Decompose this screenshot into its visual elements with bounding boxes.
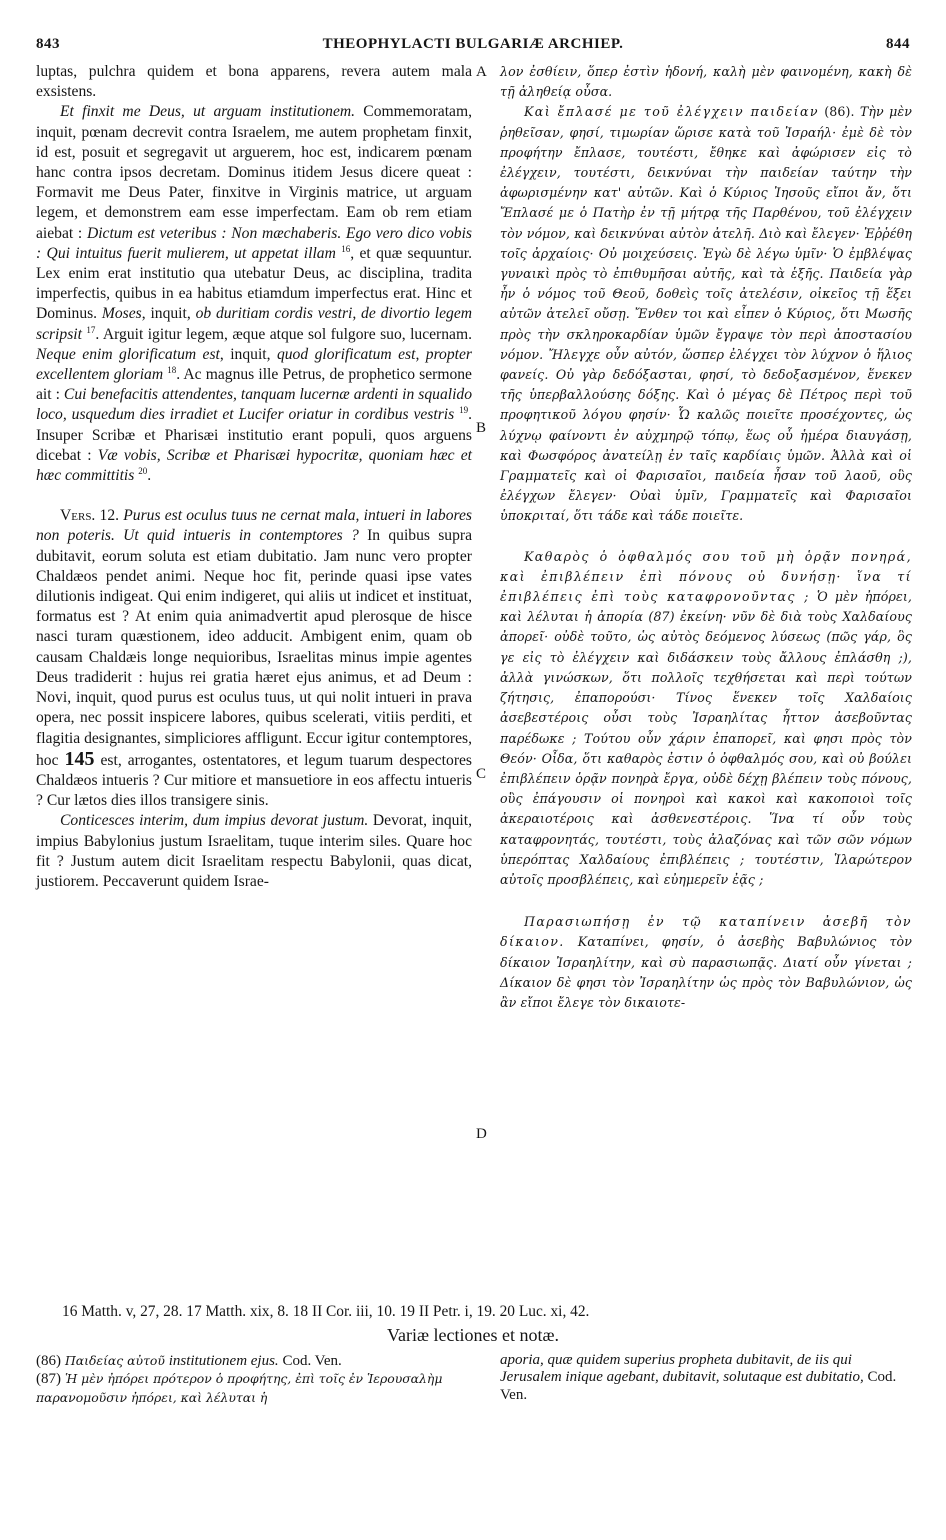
page-number-left: 843	[36, 36, 60, 52]
text-run: , et quæ sequuntur. Lex enim erat institutio qua utebatur Deus, ac disciplina, tradita imperfectis, quibus in ea habitus etiamdum imperfectus erat. Hinc et Dominus.	[36, 244, 472, 323]
text-run: Devorat, inquit, impius Babylonius justum Israelitam, tuque interim siles. Quare hoc fit ? Justum autem dicit Israelitam respectu Babylonii, quas dicat, justiorem. Peccaverunt quidem Israe-	[36, 812, 472, 890]
note-number: (87)	[36, 1371, 61, 1388]
column-number: 145	[64, 747, 95, 770]
text-run: est, arrogantes, ostentatores, et legum tuarum despectores Chaldæos intueris ? Cur mitiore et mansuetiore in eos affectu intueris ? Cur lætos dies illos transigere sinis.	[36, 751, 472, 810]
quote: Væ vobis, Scribæ et Pharisæi hypocritæ, quoniam hæc et hæc committitis	[36, 446, 472, 485]
section-marker: B	[476, 420, 487, 436]
greek-variant: Παιδείας αὐτοῦ	[61, 1353, 165, 1368]
text-run: . Insuper Scribæ et Pharisæi institutio erant populi, quos arguens dicebat :	[36, 406, 472, 464]
text-run: . Arguit igitur legem, æque atque sol fulgore suo, lucernam.	[95, 325, 472, 343]
lemma: Purus est oculus tuus ne cernat mala, intueri in labores non poteris. Ut quid intueris in contemptores ?	[36, 507, 472, 545]
greek-paragraph: λον ἐσθίειν, ὅπερ ἐστὶν ἡδονή, καλὴ μὲν φαινομένη, κακὴ δὲ τῇ ἀληθείᾳ οὖσα.	[500, 64, 912, 100]
latin-variant: aporia, quæ quidem superius propheta dubitavit, de iis qui Jerusalem inique agebant, dubitavit, solutaque est dubitatio,	[500, 1352, 864, 1386]
note-87	[36, 1370, 472, 1407]
latin-variant: institutionem ejus.	[164, 1353, 279, 1369]
lemma: Παρασιωπήσῃ ἐν τῷ καταπίνειν ἀσεβῆ τὸν δίκαιον.	[500, 914, 912, 950]
footnote-ref: 17	[86, 324, 96, 335]
variae-lectiones-title: Variæ lectiones et notæ.	[387, 1325, 559, 1345]
quote: Neque enim glorificatum est	[36, 345, 220, 363]
verse-label: Vers. 12.	[60, 507, 120, 525]
greek-paragraph	[500, 547, 912, 890]
lemma-text: Et finxit me Deus, ut arguam institutionem.	[60, 103, 356, 121]
latin-paragraph: luptas, pulchra quidem et bona apparens, revera autem mala exsistens.	[36, 63, 472, 101]
greek-column	[500, 62, 912, 1013]
text-run: .	[147, 467, 152, 485]
text-run: Καταπίνει, φησίν, ὁ ἀσεβὴς Βαβυλώνιος τὸν δίκαιον Ἰσραηλίτην, καὶ σὺ παρασιωπᾷς. Διατί οὖν γίνεται ; Δίκαιον δὲ φησι τὸν Ἰσραηλίτην ὡς πρὸς τὸν Βαβυλώνιον, ὡς ἂν εἴποι ἔλεγε τὸν δικαιοτε-	[500, 934, 912, 1010]
section-marker: A	[476, 64, 487, 80]
greek-paragraph	[500, 912, 912, 1013]
lemma: Conticesces interim, dum impius devorat justum.	[60, 812, 369, 830]
note-86	[36, 1352, 472, 1370]
latin-paragraph	[36, 506, 472, 811]
footnote-ref: 18	[167, 365, 177, 376]
section-marker: D	[476, 1126, 487, 1142]
text-run: , inquit,	[219, 345, 277, 363]
latin-column	[36, 62, 472, 892]
note-87-continued	[500, 1352, 912, 1404]
quote: Moses	[101, 305, 142, 323]
section-marker: C	[476, 766, 487, 782]
text-run: . Ac magnus ille Petrus, de prophetico sermone ait :	[36, 366, 472, 404]
note-ref: (86).	[818, 104, 855, 120]
latin-paragraph	[36, 102, 472, 486]
footnote-references: 16 Matth. v, 27, 28. 17 Matth. xix, 8. 18 II Cor. iii, 10. 19 II Petr. i, 19. 20 Luc. xi, 42.	[62, 1303, 590, 1320]
quote: ob duritiam cordis vestri, de divortio legem scripsit	[36, 305, 473, 343]
text-run: Ὁ μὲν ἠπόρει, καὶ λέλυται ἡ ἀπορία (87) ἐκείνη· νῦν δὲ διὰ τοὺς Χαλδαίους ἀπορεῖ· οὐδὲ τοῦτο, ὡς αὐτὸς δεόμενος λύσεως (πῶς γάρ, ὃς γε εἰς τὸ ἐλέγχειν καὶ διδάσκειν τοὺς ἄλλους ἐπλάσθη ;), ἀλλὰ γινώσκων, ὅτι πολλοῖς τεχθήσεται καὶ περὶ τούτων ζήτησις, ἐπαπορούσι· Τίνος ἕνεκεν τοῖς Χαλδαίοις ἀσεβεστέροις οὖσι τοὺς Ἰσραηλίτας ἧττον ἀσεβοῦντας παρέδωκε ; Τούτου οὖν χάριν ἐπαπορεῖ, καὶ φησι πρὸς τὸν Θεόν· Οἶδα, ὅτι καθαρὸς ἐστιν ὁ ὀφθαλμός σου, καὶ οὐ βούλει ἐπιβλέπειν ὁρᾷν πονηρὰ ἔργα, οὐδὲ δέχῃ βλέπειν τοὺς πόνους, οὓς ἐπάγουσιν οἱ πονηροὶ καὶ κακοὶ καὶ κακοποιοὶ τοῖς ἀκεραιοτέροις καὶ ἀσθενεστέροις. Ἵνα τί οὖν τοὺς καταφρονητάς, τουτέστι, τοὺς ἀλαζόνας καὶ τῶν σῶν νόμων ὑπερόπτας Χαλδαίους ἐπιβλέπεις ; τουτέστιν, Ἱλαρώτερον αὐτοῖς προσβλέπεις, καὶ εὐημερεῖν ἐᾷς ;	[500, 589, 912, 887]
note-number: (86)	[36, 1353, 61, 1369]
quote: Dictum est veteribus : Non mæchaberis. Ego vero dico vobis : Qui intuitus fuerit mulierem, ut appetat illam	[36, 224, 472, 262]
text-run: , inquit,	[141, 305, 196, 323]
page-header	[36, 34, 910, 58]
quote: quod glorificatum est, propter excellentem gloriam	[36, 345, 472, 384]
text-run: Commemoratam, inquit, pœnam decrevit contra Israelem, me autem prophetam finxit, id est, posuit et segregavit ut arguerem, hoc est, indicarem pœnam hanc contra ipsos decretam. Dominus itidem Jesus dicere queat : Formavit me Deus Pater, finxitve in Virginis matrice, ut arguam legem, et demonstrem eam esse imperfectam. Eam ob rem etiam aiebat :	[36, 103, 472, 242]
greek-paragraph	[500, 102, 912, 526]
lemma: Καθαρὸς ὁ ὀφθαλμός σου τοῦ μὴ ὁρᾷν πονηρά, καὶ ἐπιβλέπειν ἐπὶ πόνους οὐ δυνήσῃ· ἵνα τί ἐπιβλέπεις ἐπὶ τοὺς καταφρονοῦντας ;	[500, 548, 912, 605]
page-number-right: 844	[886, 36, 910, 52]
text-run: In quibus supra dubitavit, eorum soluta est etiam dubitatio. Jam nunc vero propter Chaldæos pendet animi. Neque hoc fit, perinde quasi ipse vates dilutionis indigeat. Qui enim indigeret, qui aliis ut indicet et instituat, formatus est ? At enim quia animadvertit apud plerosque de hisce nasci turam quæstionem, ideo adducit. Ambigent enim, quam ob causam Chaldæis longe nequioribus, Israelitas minus impie agentes Deus tradiderit : hujus rei gratia hæret ejus animus, et ad Deum : Novi, inquit, quod purus est oculus tuus, ut qui nolit intueri in prava opera, nec possit inspicere labores, quibus scelerati, vitiis perditi, et flagitia designantes, simpliciores affligunt. Eccur igitur contemptores, hoc	[36, 527, 472, 769]
manuscript-siglum: Cod. Ven.	[278, 1353, 342, 1369]
notes-left	[36, 1352, 472, 1407]
lemma: Καὶ ἔπλασέ με τοῦ ἐλέγχειν παιδείαν	[524, 104, 819, 120]
footnote-ref: 19	[459, 405, 469, 416]
notes-right	[500, 1352, 912, 1404]
latin-paragraph	[36, 811, 472, 892]
footnote-ref: 20	[138, 466, 148, 477]
greek-variant: Ἡ μὲν ἠπόρει πρότερον ὁ προφήτης, ἐπὶ τοῖς ἐν Ἱερουσαλὴμ παρανομοῦσιν ἠπόρει, καὶ λέλυται ἡ	[36, 1371, 443, 1405]
quote: Cui benefacitis attendentes, tanquam lucernæ ardenti in squalido loco, usquedum dies irradiet et Lucifer oriatur in cordibus vestris	[36, 386, 473, 424]
text-run: Τὴν μὲν ῥηθεῖσαν, φησί, τιμωρίαν ὥρισε κατὰ τοῦ Ἰσραήλ· ἐμὲ δὲ τὸν προφήτην ἔπλασε, τουτέστι, ἔθηκε καὶ ἀφώρισεν εἰς τὸ ἐλέγχειν, τουτέστι, δεικνύναι τὴν παιδείαν ταύτην τὴν ἀφωρισμένην κατ' αὐτῶν. Καὶ ὁ Κύριος Ἰησοῦς εἴποι ἄν, ὅτι Ἔπλασέ με ὁ Πατὴρ ἐν τῇ μήτρᾳ τῆς Παρθένου, τοῦ ἐλέγχειν τὸν νόμον, καὶ δεικνύναι αὐτὸν ἀτελῆ. Διὸ καὶ ἔλεγεν· Ἐῤῥέθη τοῖς ἀρχαίοις· Οὐ μοιχεύσεις. Ἐγὼ δὲ λέγω ὑμῖν· Ὁ ἐμβλέψας γυναικὶ πρὸς τὸ ἐπιθυμῆσαι αὐτῆς, καὶ τὰ ἑξῆς. Παιδεία γὰρ ἦν ὁ νόμος τοῦ Θεοῦ, δοθεὶς τοῖς ἀτελέσιν, οἰκεῖος τῇ ἕξει αὐτῶν ἀτελεῖ οὔσῃ. Ἔνθεν τοι καὶ εἶπεν ὁ Κύριος, ὅτι Μωσῆς πρὸς τὴν σκληροκαρδίαν ὑμῶν ἔγραψε τὸν περὶ ἀποστασίου νόμον. Ἤλεγχε οὖν αὐτόν, ὥσπερ ἐλέγχει τὸν λύχνον ὁ ἥλιος φανείς. Οὐ γὰρ δεδόξασται, φησί, τὸ δεδοξασμένον, ἕνεκεν τῆς ὑπερβαλλούσης δόξης. Καὶ ὁ μέγας δὲ Πέτρος περὶ τοῦ προφητικοῦ λόγου φησίν· Ὧ καλῶς ποιεῖτε προσέχοντες, ὡς λύχνῳ φαίνοντι ἐν αὐχμηρῷ τόπῳ, ἕως οὗ ἡμέρα διαυγάσῃ, καὶ Φωσφόρος ἀνατείλῃ ἐν ταῖς καρδίαις ὑμῶν. Ἀλλὰ καὶ οἱ Γραμματεῖς καὶ οἱ Φαρισαῖοι, παιδεία ἦσαν τοῦ λαοῦ, οὓς ἐλέγχων ἔλεγεν· Οὐαὶ ὑμῖν, Γραμματεῖς καὶ Φαρισαῖοι ὑποκριταί, ὅτι τάδε καὶ τάδε ποιεῖτε.	[500, 104, 912, 524]
lemma	[36, 103, 355, 120]
manuscript-siglum: Cod. Ven.	[500, 1369, 897, 1403]
running-title: THEOPHYLACTI BULGARIÆ ARCHIEP.	[322, 36, 624, 52]
footnote-ref: 16	[341, 243, 351, 254]
